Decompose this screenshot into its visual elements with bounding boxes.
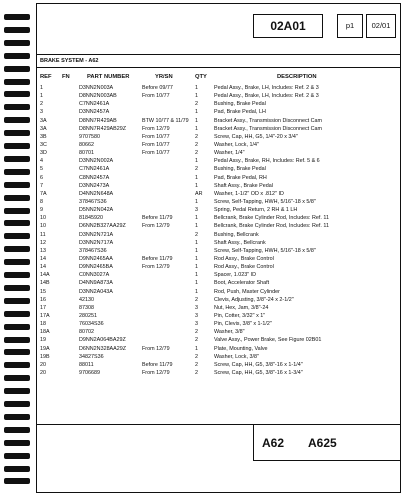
description-cell: Bushing, Brake Pedal <box>214 166 266 173</box>
binding-ring <box>4 195 30 201</box>
ref-cell: 7A <box>40 190 47 197</box>
part-number-cell: D3NN2N002A <box>79 158 114 165</box>
description-cell: Pin, Cotter, 3/32" x 1" <box>214 312 266 319</box>
qty-cell: 1 <box>195 125 198 132</box>
description-cell: Bellcrank, Brake Cylinder Rod, Includes: Ref. 11 <box>214 223 329 230</box>
part-number-cell: D3NN2N717A <box>79 239 114 246</box>
ref-cell: 4 <box>40 158 43 165</box>
part-number-cell: D5NN2N042A <box>79 207 114 214</box>
binding-ring <box>4 285 30 291</box>
ref-cell: 13 <box>40 247 46 254</box>
table-row <box>37 214 400 222</box>
binding-ring <box>4 478 30 484</box>
binding-ring <box>4 427 30 433</box>
qty-cell: 1 <box>195 182 198 189</box>
table-row <box>37 141 400 149</box>
description-cell: Washer, 1/4" <box>214 150 245 157</box>
binding-ring <box>4 208 30 214</box>
page-header <box>37 4 400 50</box>
ref-cell: 16 <box>40 296 46 303</box>
col-part-number: PART NUMBER <box>87 74 130 80</box>
part-number-cell: 80702 <box>79 329 94 336</box>
binding-ring <box>4 259 30 265</box>
table-row <box>37 353 400 361</box>
yr-sn-cell: Before 09/77 <box>142 85 173 91</box>
yr-sn-cell: Before 11/79 <box>142 255 173 262</box>
ref-cell: 18 <box>40 321 46 328</box>
description-cell: Plate, Mounting, Valve <box>214 345 268 352</box>
binding-ring <box>4 324 30 330</box>
binding-ring <box>4 414 30 420</box>
ref-cell: 14 <box>40 264 46 271</box>
qty-cell: 1 <box>195 109 198 116</box>
qty-cell: 3 <box>195 304 198 311</box>
ref-cell: 3C <box>40 141 47 148</box>
part-number-cell: D4NN9A873A <box>79 280 113 287</box>
qty-cell: 2 <box>195 150 198 157</box>
description-cell: Screw, Cap, HH, G5, 3/8"-16 x 1-3/4" <box>214 369 303 376</box>
yr-sn-cell: From 12/79 <box>142 369 170 376</box>
part-number-cell: D9NN2A064BA29Z <box>79 337 126 344</box>
qty-cell: 1 <box>195 215 198 222</box>
table-row <box>37 174 400 182</box>
description-cell: Rod Assy., Brake Control <box>214 255 274 262</box>
description-cell: Screw, Self-Tapping, HWH, 5/16"-18 x 5/8" <box>214 247 316 254</box>
table-row <box>37 92 400 100</box>
qty-cell: 2 <box>195 101 198 108</box>
ref-cell: 19 <box>40 337 46 344</box>
table-row <box>37 255 400 263</box>
binding-ring <box>4 362 30 368</box>
binding-ring <box>4 311 30 317</box>
binding-ring <box>4 104 30 110</box>
qty-cell: 1 <box>195 158 198 165</box>
qty-cell: 2 <box>195 231 198 238</box>
description-cell: Bracket Assy., Transmission Disconnect Cam <box>214 117 323 124</box>
footer-model: A62 <box>262 436 285 450</box>
col-description: DESCRIPTION <box>277 74 317 80</box>
part-number-cell: C7NN2461A <box>79 101 110 108</box>
part-number-cell: 80662 <box>79 141 94 148</box>
qty-cell: 2 <box>195 369 198 376</box>
ref-cell: 20 <box>40 361 46 368</box>
description-cell: Pad, Brake Pedal, RH <box>214 174 267 181</box>
qty-cell: 1 <box>195 85 198 91</box>
description-cell: Nut, Hex, Jam, 3/8"-24 <box>214 304 269 311</box>
table-row <box>37 336 400 344</box>
binding-ring <box>4 66 30 72</box>
part-number-cell: 280251 <box>79 312 97 319</box>
spiral-binding <box>0 0 34 500</box>
qty-cell: 2 <box>195 353 198 360</box>
table-row <box>37 117 400 125</box>
part-number-cell: D3NN2N003A <box>79 85 114 91</box>
table-row <box>37 100 400 108</box>
ref-cell: 17A <box>40 312 50 319</box>
part-number-cell: D8NN7R429AB <box>79 117 117 124</box>
col-yr-sn: YR/SN <box>155 74 173 80</box>
part-number-cell: D3NN2N721A <box>79 231 114 238</box>
binding-ring <box>4 233 30 239</box>
table-row <box>37 361 400 369</box>
part-number-cell: D4NN2N648A <box>79 190 114 197</box>
description-cell: Shaft Assy., Brake Pedal <box>214 182 273 189</box>
part-number-cell: C0NN3027A <box>79 272 110 279</box>
part-number-cell: 88011 <box>79 361 94 368</box>
binding-ring <box>4 14 30 20</box>
parts-page <box>36 3 401 493</box>
table-row <box>37 345 400 353</box>
ref-cell: 14B <box>40 280 50 287</box>
binding-ring <box>4 388 30 394</box>
binding-ring <box>4 220 30 226</box>
description-cell: Spacer, 1.023" ID <box>214 272 257 279</box>
binding-ring <box>4 453 30 459</box>
qty-cell: 2 <box>195 141 198 148</box>
table-row <box>37 239 400 247</box>
qty-cell: 1 <box>195 345 198 352</box>
description-cell: Bushing, Brake Pedal <box>214 101 266 108</box>
table-row <box>37 296 400 304</box>
part-number-cell: C8NN2457A <box>79 174 110 181</box>
col-ref: REF <box>40 74 52 80</box>
parts-table <box>37 84 400 377</box>
qty-cell: 1 <box>195 264 198 271</box>
description-cell: Rod Assy., Brake Control <box>214 264 274 271</box>
table-row <box>37 304 400 312</box>
part-number-cell: D6NN2B327AA29Z <box>79 223 126 230</box>
yr-sn-cell: BTW 10/77 & 11/79 <box>142 117 189 124</box>
binding-ring <box>4 272 30 278</box>
table-row <box>37 231 400 239</box>
page-date: 02/01 <box>366 14 396 38</box>
yr-sn-cell: From 10/77 <box>142 133 170 140</box>
col-qty: QTY <box>195 74 207 80</box>
binding-ring <box>4 130 30 136</box>
binding-ring <box>4 440 30 446</box>
part-number-cell: D8NN2N003AB <box>79 93 117 100</box>
description-cell: Clevis, Adjusting, 3/8"-24 x 2-1/2" <box>214 296 294 303</box>
table-row <box>37 157 400 165</box>
table-row <box>37 328 400 336</box>
ref-cell: 3A <box>40 117 47 124</box>
yr-sn-cell: From 10/77 <box>142 141 170 148</box>
description-cell: Pedal Assy., Brake, LH, Includes: Ref. 2 & 3 <box>214 85 319 91</box>
ref-cell: 1 <box>40 85 43 91</box>
qty-cell: 1 <box>195 272 198 279</box>
description-cell: Bracket Assy., Transmission Disconnect Cam <box>214 125 323 132</box>
table-row <box>37 288 400 296</box>
part-number-cell: 9706689 <box>79 369 100 376</box>
ref-cell: 2 <box>40 101 43 108</box>
qty-cell: 1 <box>195 174 198 181</box>
binding-ring <box>4 169 30 175</box>
part-number-cell: D9NN2465BA <box>79 264 113 271</box>
qty-cell: AR <box>195 190 203 197</box>
ref-cell: 7 <box>40 182 43 189</box>
table-row <box>37 133 400 141</box>
table-row <box>37 108 400 116</box>
yr-sn-cell: From 12/79 <box>142 345 170 352</box>
part-number-cell: C7NN2461A <box>79 166 110 173</box>
binding-ring <box>4 401 30 407</box>
part-number-cell: 42130 <box>79 296 94 303</box>
ref-cell: 10 <box>40 215 46 222</box>
description-cell: Washer, Lock, 3/8" <box>214 353 259 360</box>
qty-cell: 1 <box>195 288 198 295</box>
binding-ring <box>4 27 30 33</box>
part-number-cell: D3NN2457A <box>79 109 110 116</box>
description-cell: Boot, Accelerator Shaft <box>214 280 270 287</box>
binding-ring <box>4 40 30 46</box>
ref-cell: 3D <box>40 150 47 157</box>
column-headers <box>37 70 400 84</box>
ref-cell: 17 <box>40 304 46 311</box>
table-row <box>37 312 400 320</box>
description-cell: Pedal Assy., Brake, RH, Includes: Ref. 5 & 6 <box>214 158 320 165</box>
qty-cell: 2 <box>195 166 198 173</box>
qty-cell: 2 <box>195 361 198 368</box>
description-cell: Shaft Assy., Bellcrank <box>214 239 266 246</box>
description-cell: Washer, 1-1/2" OD x .812" ID <box>214 190 284 197</box>
part-number-cell: D9NN2465AA <box>79 255 113 262</box>
part-number-cell: D6NN2N328AA29Z <box>79 345 127 352</box>
qty-cell: 2 <box>195 329 198 336</box>
binding-ring <box>4 79 30 85</box>
table-row <box>37 279 400 287</box>
binding-ring <box>4 337 30 343</box>
section-title: BRAKE SYSTEM - A62 <box>37 54 400 68</box>
qty-cell: 1 <box>195 93 198 100</box>
qty-cell: 1 <box>195 280 198 287</box>
page-code: 02A01 <box>253 14 323 38</box>
yr-sn-cell: From 12/79 <box>142 125 170 132</box>
table-row <box>37 271 400 279</box>
description-cell: Bushing, Bellcrank <box>214 231 259 238</box>
ref-cell: 20 <box>40 369 46 376</box>
description-cell: Bellcrank, Brake Cylinder Rod, Includes: Ref. 11 <box>214 215 329 222</box>
part-number-cell: D8NN7R429AB29Z <box>79 125 127 132</box>
table-row <box>37 198 400 206</box>
yr-sn-cell: From 10/77 <box>142 93 170 100</box>
part-number-cell: 378467S36 <box>79 198 107 205</box>
ref-cell: 1 <box>40 93 43 100</box>
table-row <box>37 125 400 133</box>
ref-cell: 6 <box>40 174 43 181</box>
qty-cell: 1 <box>195 117 198 124</box>
binding-ring <box>4 143 30 149</box>
qty-cell: 1 <box>195 198 198 205</box>
part-number-cell: 34827S36 <box>79 353 104 360</box>
table-row <box>37 149 400 157</box>
part-number-cell: 87308 <box>79 304 94 311</box>
part-number-cell: D3NN2473A <box>79 182 110 189</box>
footer-box <box>253 425 400 461</box>
table-row <box>37 206 400 214</box>
description-cell: Washer, 3/8" <box>214 329 245 336</box>
table-row <box>37 222 400 230</box>
yr-sn-cell: Before 11/79 <box>142 361 173 368</box>
description-cell: Pad, Brake Pedal, LH <box>214 109 266 116</box>
table-row <box>37 165 400 173</box>
footer-page: A625 <box>308 436 337 450</box>
description-cell: Screw, Cap, HH, G5, 3/8"-16 x 1-1/4" <box>214 361 303 368</box>
qty-cell: 2 <box>195 133 198 140</box>
ref-cell: 19B <box>40 353 50 360</box>
qty-cell: 2 <box>195 337 198 344</box>
table-row <box>37 320 400 328</box>
description-cell: Rod, Push, Master Cylinder <box>214 288 280 295</box>
part-number-cell: 81845920 <box>79 215 103 222</box>
table-row <box>37 247 400 255</box>
col-fn: FN <box>62 74 70 80</box>
binding-ring <box>4 91 30 97</box>
page-label: p1 <box>337 14 363 38</box>
binding-ring <box>4 182 30 188</box>
ref-cell: 3B <box>40 133 47 140</box>
ref-cell: 5 <box>40 166 43 173</box>
ref-cell: 19A <box>40 345 50 352</box>
binding-ring <box>4 298 30 304</box>
qty-cell: 1 <box>195 255 198 262</box>
table-row <box>37 84 400 92</box>
part-number-cell: 9707580 <box>79 133 100 140</box>
description-cell: Screw, Cap, HH, G5, 1/4"-20 x 3/4" <box>214 133 298 140</box>
binding-ring <box>4 349 30 355</box>
qty-cell: 3 <box>195 321 198 328</box>
page-footer <box>37 424 400 492</box>
description-cell: Pin, Clevis, 3/8" x 1-1/2" <box>214 321 272 328</box>
qty-cell: 1 <box>195 223 198 230</box>
yr-sn-cell: From 12/79 <box>142 223 170 230</box>
part-number-cell: 378467S36 <box>79 247 107 254</box>
ref-cell: 9 <box>40 207 43 214</box>
description-cell: Screw, Self-Tapping, HWH, 5/16"-18 x 5/8" <box>214 198 316 205</box>
ref-cell: 3 <box>40 109 43 116</box>
yr-sn-cell: From 12/79 <box>142 264 170 271</box>
table-row <box>37 190 400 198</box>
part-number-cell: 80701 <box>79 150 94 157</box>
qty-cell: 3 <box>195 207 198 214</box>
qty-cell: 1 <box>195 247 198 254</box>
part-number-cell: 76034S36 <box>79 321 104 328</box>
part-number-cell: D3NN2A043A <box>79 288 113 295</box>
binding-ring <box>4 466 30 472</box>
qty-cell: 3 <box>195 312 198 319</box>
binding-ring <box>4 156 30 162</box>
ref-cell: 14 <box>40 255 46 262</box>
description-cell: Spring, Pedal Return, 2 RH & 1 LH <box>214 207 298 214</box>
table-row <box>37 369 400 377</box>
description-cell: Pedal Assy., Brake, LH, Includes: Ref. 2 & 3 <box>214 93 319 100</box>
table-row <box>37 182 400 190</box>
ref-cell: 18A <box>40 329 50 336</box>
table-row <box>37 263 400 271</box>
ref-cell: 14A <box>40 272 50 279</box>
yr-sn-cell: Before 11/79 <box>142 215 173 222</box>
ref-cell: 3A <box>40 125 47 132</box>
ref-cell: 10 <box>40 223 46 230</box>
description-cell: Valve Assy., Power Brake, See Figure 02B01 <box>214 337 322 344</box>
ref-cell: 8 <box>40 198 43 205</box>
binding-ring <box>4 53 30 59</box>
ref-cell: 15 <box>40 288 46 295</box>
qty-cell: 1 <box>195 239 198 246</box>
binding-ring <box>4 117 30 123</box>
binding-ring <box>4 375 30 381</box>
binding-ring <box>4 246 30 252</box>
yr-sn-cell: From 10/77 <box>142 150 170 157</box>
description-cell: Washer, Lock, 1/4" <box>214 141 259 148</box>
ref-cell: 12 <box>40 239 46 246</box>
ref-cell: 11 <box>40 231 46 238</box>
qty-cell: 2 <box>195 296 198 303</box>
